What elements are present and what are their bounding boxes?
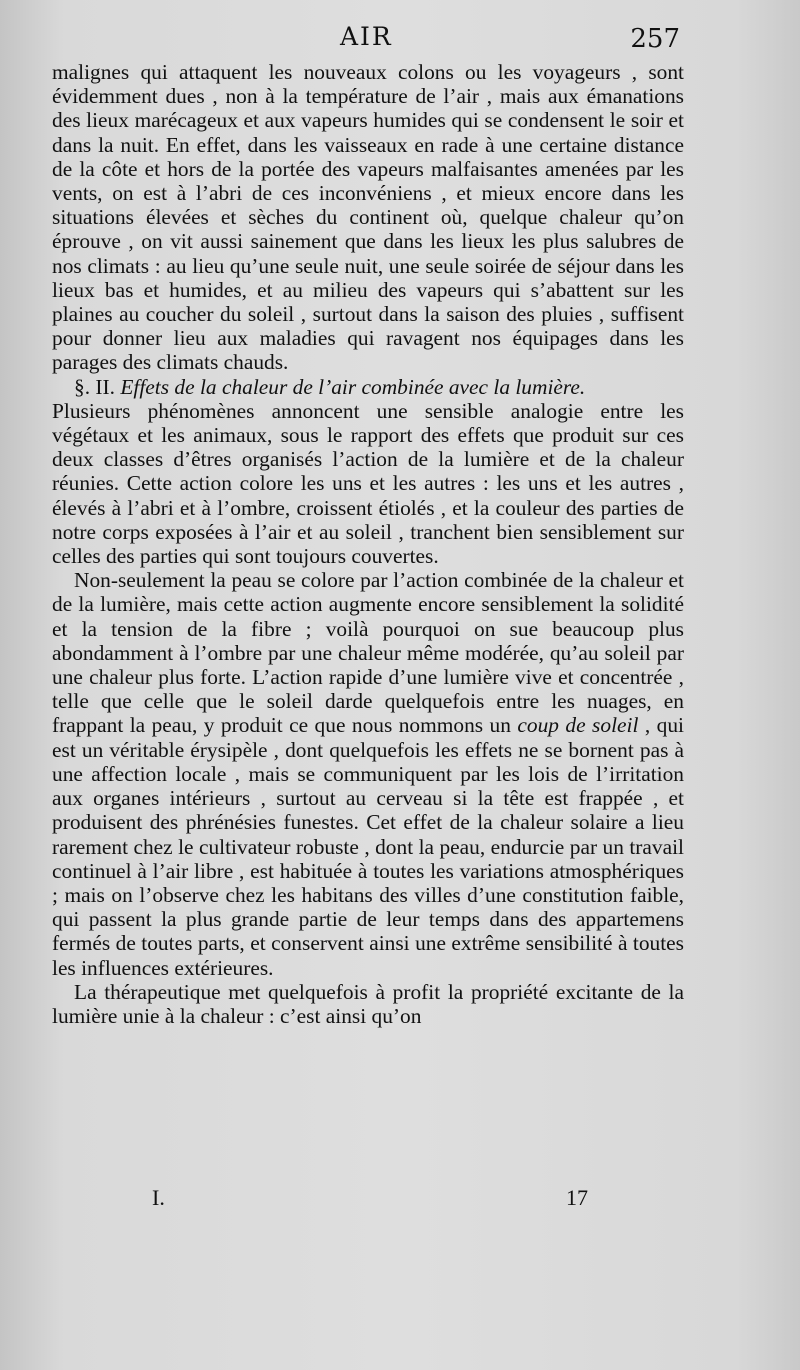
paragraph-sunstroke: [52, 568, 684, 979]
section-number: §. II.: [74, 374, 115, 399]
volume-signature: I.: [152, 1185, 165, 1210]
paragraph-continuation: malignes qui attaquent les nouveaux colons ou les voyageurs , sont évidemment dues , non à la température de l’air , mais aux émanations des lieux marécageux et aux vapeurs humides qui se condensent le soir et dans la nuit. En effet, dans les vaisseaux en rade à une certaine distance de la côte et hors de la portée des vapeurs malfaisantes amenées par les vents, on est à l’abri de ces inconvéniens , et mieux encore dans les situations élevées et sèches du continent où, quelque chaleur qu’on éprouve , on vit aussi sainement que dans les lieux les plus salubres de nos climats : au lieu qu’une seule nuit, une seule soirée de séjour dans les lieux bas et humides, et au milieu des vapeurs qui s’abattent sur les plaines au coucher du soleil , surtout dans la saison des pluies , suffisent pour donner lieu aux maladies qui ravagent nos équipages dans les parages des climats chauds.: [52, 60, 684, 375]
paragraph-analogy: Plusieurs phénomènes annoncent une sensible analogie entre les végétaux et les animaux, sous le rapport des effets que produit sur ces deux classes d’êtres organisés l’action de la lumière et de la chaleur réunies. Cette action colore les uns et les autres : les uns et les autres , élevés à l’abri et à l’ombre, croissent étiolés , et la couleur des parties de notre corps exposées à l’air et au soleil , tranchent bien sensiblement sur celles des parties qui sont toujours couvertes.: [52, 398, 684, 569]
page-number: 257: [630, 24, 680, 54]
sheet-signature: 17: [566, 1185, 588, 1210]
paragraph-sunstroke-part2: , qui est un véritable érysipèle , dont quelquefois les effets ne se bornent pas à une affection locale , mais se communiquent par les lois de l’irritation aux organes intérieurs , surtout au cerveau si la tête est frappée , et produisent des phrénésies funestes. Cet effet de la chaleur solaire a lieu rarement chez le cultivateur robuste , dont la peau, endurcie par un travail continuel à l’air libre , est habituée à toutes les variations atmosphériques ; mais on l’observe chez les habitans des villes d’une constitution faible, qui passent la plus grande partie de leur temps dans des appartemens fermés de toutes parts, et conservent ainsi une extrême sensibilité à toutes les influences extérieures.: [52, 713, 684, 980]
paragraph-sunstroke-part1: Non-seulement la peau se colore par l’action combinée de la chaleur et de la lumière, mais cette action augmente encore sensiblement la solidité et la tension de la fibre ; voilà pourquoi on sue beaucoup plus abondamment à l’ombre par une chaleur même modérée, qu’au soleil par une chaleur plus forte. L’action rapide d’une lumière vive et concentrée , telle que celle que le soleil darde quelquefois entre les nuages, en frappant la peau, y produit ce que nous nommons un: [52, 568, 684, 738]
page-header: [0, 22, 800, 62]
body-text: [52, 60, 684, 1028]
running-title: AIR: [340, 22, 393, 51]
paragraph-therapeutics: La thérapeutique met quelquefois à profit la propriété excitante de la lumière unie à la chaleur : c’est ainsi qu’on: [52, 979, 684, 1028]
section-title: Effets de la chaleur de l’air combinée avec la lumière.: [120, 374, 586, 399]
section-heading: [52, 375, 684, 399]
page-footer: [0, 1185, 800, 1225]
coup-de-soleil-term: coup de soleil: [517, 713, 639, 738]
